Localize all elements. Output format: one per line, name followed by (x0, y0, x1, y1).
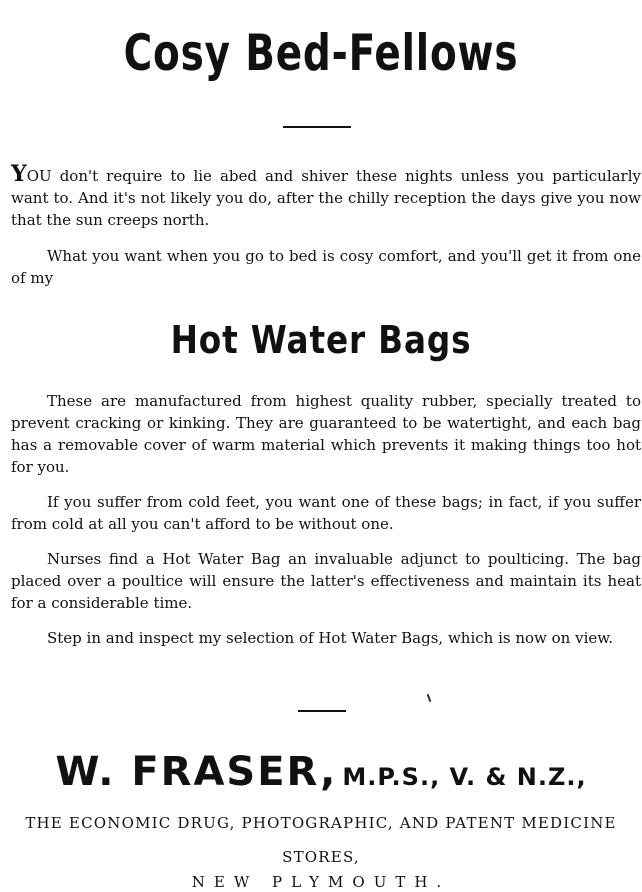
top-divider (283, 126, 351, 128)
intro-dropcap: Y (11, 161, 27, 187)
store-location: NEW PLYMOUTH. (191, 873, 451, 891)
merchant-signature (0, 746, 642, 806)
intro-text: OU don't require to lie abed and shiver these nights unless you particularly want to. And it's not likely you do, after the chilly reception the days give you now that the sun creeps north. (11, 167, 641, 229)
nurses-paragraph: Nurses find a Hot Water Bag an invaluable adjunct to poulticing. The bag placed over a poultice will ensure the latter's effectiveness and maintain its heat for a considerable time. (11, 550, 641, 612)
bottom-divider (298, 710, 346, 712)
store-tagline: THE ECONOMIC DRUG, PHOTOGRAPHIC, AND PATENT MEDICINE STORES, (25, 814, 617, 866)
comfort-paragraph: What you want when you go to bed is cosy comfort, and you'll get it from one of my (11, 247, 641, 287)
print-speck (427, 694, 432, 702)
merchant-name: W. FRASER, (55, 749, 338, 795)
headline: Cosy Bed-Fellows (123, 24, 519, 82)
intro-paragraph (11, 161, 641, 231)
inspect-paragraph: Step in and inspect my selection of Hot Water Bags, which is now on view. (47, 629, 614, 647)
quality-paragraph: These are manufactured from highest quality rubber, specially treated to prevent cracking or kinking. They are guaranteed to be watertight, and each bag has a removable cover of warm material which prevents it making things too hot for you. (11, 392, 641, 476)
cold-feet-paragraph: If you suffer from cold feet, you want one of these bags; in fact, if you suffer from cold at all you can't afford to be without one. (11, 493, 641, 533)
merchant-credentials: M.P.S., V. & N.Z., (342, 763, 587, 791)
product-heading: Hot Water Bags (170, 318, 472, 362)
